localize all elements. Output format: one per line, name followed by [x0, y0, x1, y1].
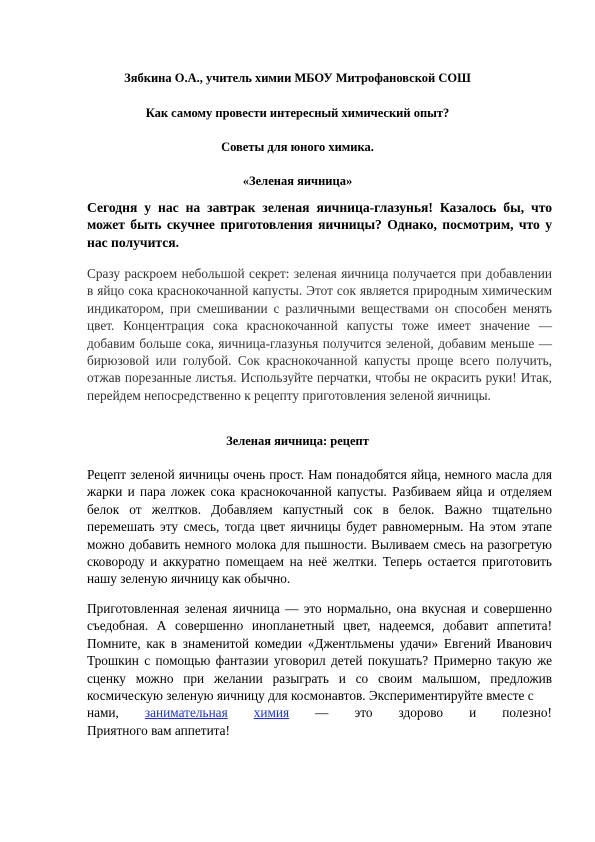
closing-paragraph: [87, 600, 552, 739]
author-line: Зябкина О.А., учитель химии МБОУ Митрофановской СОШ: [124, 71, 471, 85]
intro-paragraph: Сегодня у нас на завтрак зеленая яичница-глазунья! Казалось бы, что может быть скучнее приготовления яичницы? Однако, посмотрим, что у нас получится.: [87, 200, 552, 250]
word-and: и: [469, 705, 477, 721]
recipe-heading: Зеленая яичница: рецепт: [226, 434, 369, 448]
dash: —: [315, 705, 329, 721]
question-heading: Как самому провести интересный химический опыт?: [145, 106, 450, 120]
advice-heading: Советы для юного химика.: [221, 140, 374, 154]
word-us: нами,: [87, 705, 119, 721]
link-entertaining[interactable]: занимательная: [144, 705, 228, 721]
closing-paragraph-text: Приготовленная зеленая яичница — это нормально, она вкусная и совершенно съедобная. А совершенно инопланетный цвет, надеемся, добавит аппетита! Помните, как в знаменитой комедии «Джентльмены удачи» Евгений Иванович Трошкин с помощью фантазии уговорил детей покушать? Примерно такую же сценку можно при желании разыграть и со своим малышом, предложив космическую зеленую яичницу для космонавтов. Экспериментируйте вместе с: [87, 601, 552, 704]
dish-title: «Зеленая яичница»: [242, 174, 353, 188]
link-line: [87, 704, 552, 721]
secret-paragraph: Сразу раскроем небольшой секрет: зеленая яичница получается при добавлении в яйцо сока краснокочанной капусты. Этот сок является природным химическим индикатором, при смешивании с различными веществами он способен менять цвет. Концентрация сока краснокочанной капусты тоже имеет значение — добавим больше сока, яичница-глазунья получится зеленой, добавим меньше — бирюзовой или голубой. Сок краснокочанной капусты проще всего получить, отжав порезанные листья. Используйте перчатки, чтобы не окрасить руки! Итак, перейдем непосредственно к рецепту приготовления зеленой яичницы.: [87, 266, 552, 403]
word-this: это: [354, 705, 373, 721]
closing-line: Приятного вам аппетита!: [87, 722, 230, 738]
link-chemistry[interactable]: химия: [253, 705, 290, 721]
word-useful: полезно!: [502, 705, 552, 721]
recipe-paragraph: Рецепт зеленой яичницы очень прост. Нам понадобятся яйца, немного масла для жарки и пара ложек сока краснокочанной капусты. Разбиваем яйца и отделяем белок от желтков. Добавляем капустный сок в белок. Важно тщательно перемешать эту смесь, тогда цвет яичницы будет равномерным. На этом этапе можно добавить немного молока для пышности. Выливаем смесь на разогретую сковороду и аккуратно помещаем на неё желтки. Теперь остается приготовить нашу зеленую яичницу как обычно.: [87, 467, 552, 587]
word-healthy: здорово: [398, 705, 444, 721]
